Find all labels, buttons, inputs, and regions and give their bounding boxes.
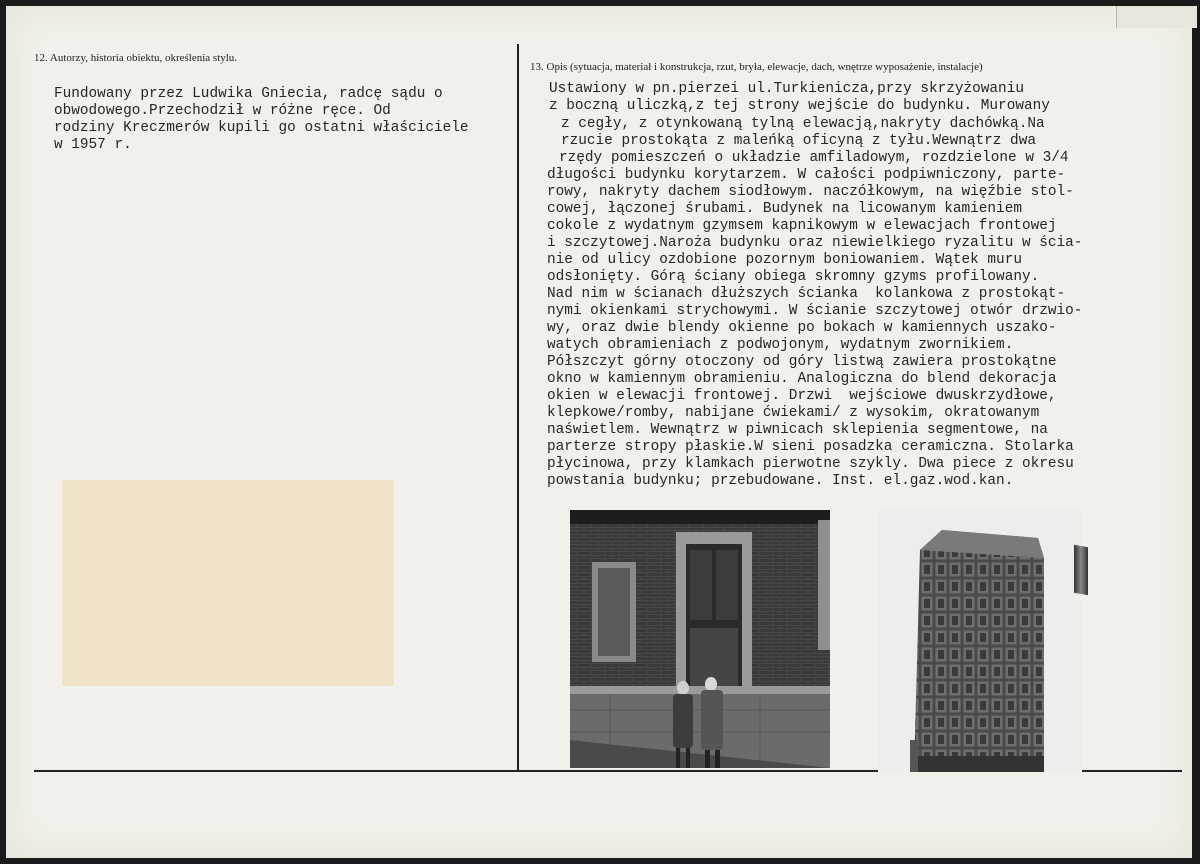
stove-photo bbox=[878, 510, 1082, 772]
card-tab bbox=[1116, 6, 1197, 28]
record-card bbox=[6, 6, 1192, 858]
text-line: Nad nim w ścianach dłuższych ścianka kolankowa z prostokąt- bbox=[547, 286, 1066, 302]
text-line: powstania budynku; przebudowane. Inst. el.gaz.wod.kan. bbox=[547, 473, 1014, 489]
text-line: nymi okienkami strychowymi. W ścianie szczytowej otwór drzwio- bbox=[547, 303, 1083, 319]
text-line: rodziny Kreczmerów kupili go ostatni właściciele bbox=[54, 120, 469, 136]
text-line: wy, oraz dwie blendy okienne po bokach w kamiennych uszako- bbox=[547, 320, 1057, 336]
text-line: watych obramieniach z podwojonym, wydatnym zwornikiem. bbox=[547, 337, 1014, 353]
section-12-label: 12. Autorzy, historia obiektu, określenia stylu. bbox=[34, 52, 238, 64]
text-line: rzędy pomieszczeń o układzie amfiladowym, rozdzielone w 3/4 bbox=[559, 150, 1069, 166]
text-line: długości budynku korytarzem. W całości podpiwniczony, parte- bbox=[547, 167, 1066, 183]
text-line: obwodowego.Przechodził w różne ręce. Od bbox=[54, 103, 391, 119]
text-line: z boczną uliczką,z tej strony wejście do budynku. Murowany bbox=[549, 98, 1050, 114]
facade-photo bbox=[570, 510, 830, 768]
adjacent-photo-edge bbox=[1074, 545, 1088, 595]
text-line: Ustawiony w pn.pierzei ul.Turkienicza,przy skrzyżowaniu bbox=[549, 81, 1024, 97]
text-line: płycinowa, przy klamkach pierwotne szykly. Dwa piece z okresu bbox=[547, 456, 1074, 472]
text-line: Półszczyt górny otoczony od góry listwą zawiera prostokątne bbox=[547, 354, 1057, 370]
text-line: Fundowany przez Ludwika Gniecia, radcę sądu o bbox=[54, 86, 443, 102]
text-line: okien w elewacji frontowej. Drzwi wejściowe dwuskrzydłowe, bbox=[547, 388, 1057, 404]
text-line: klepkowe/romby, nabijane ćwiekami/ z wysokim, okratowanym bbox=[547, 405, 1040, 421]
text-line: parterze stropy płaskie.W sieni posadzka ceramiczna. Stolarka bbox=[547, 439, 1074, 455]
text-line: rzucie prostokąta z maleńką oficyną z tyłu.Wewnątrz dwa bbox=[561, 133, 1036, 149]
text-line: odsłonięty. Górą ściany obiega skromny gzyms profilowany. bbox=[547, 269, 1040, 285]
text-line: z cegły, z otynkowaną tylną elewacją,nakryty dachówką.Na bbox=[561, 116, 1045, 132]
paper-stain bbox=[62, 480, 394, 686]
text-line: w 1957 r. bbox=[54, 137, 132, 153]
text-line: nie od ulicy ozdobione pozornym boniowaniem. Wątek muru bbox=[547, 252, 1022, 268]
text-line: cokole z wydatnym gzymsem kapnikowym w elewacjach frontowej bbox=[547, 218, 1057, 234]
text-line: i szczytowej.Naroża budynku oraz niewielkiego ryzalitu w ścia- bbox=[547, 235, 1083, 251]
text-line: cowej, łączonej śrubami. Budynek na licowanym kamieniem bbox=[547, 201, 1022, 217]
text-line: okno w kamiennym obramieniu. Analogiczna do blend dekoracja bbox=[547, 371, 1057, 387]
section-13-label: 13. Opis (sytuacja, materiał i konstrukcja, rzut, bryła, elewacje, dach, wnętrze wyposażenie, instalacje) bbox=[530, 61, 983, 73]
column-divider bbox=[517, 44, 519, 772]
text-line: rowy, nakryty dachem siodłowym. naczółkowym, na więźbie stol- bbox=[547, 184, 1074, 200]
text-line: naświetlem. Wewnątrz w piwnicach sklepienia segmentowe, na bbox=[547, 422, 1048, 438]
